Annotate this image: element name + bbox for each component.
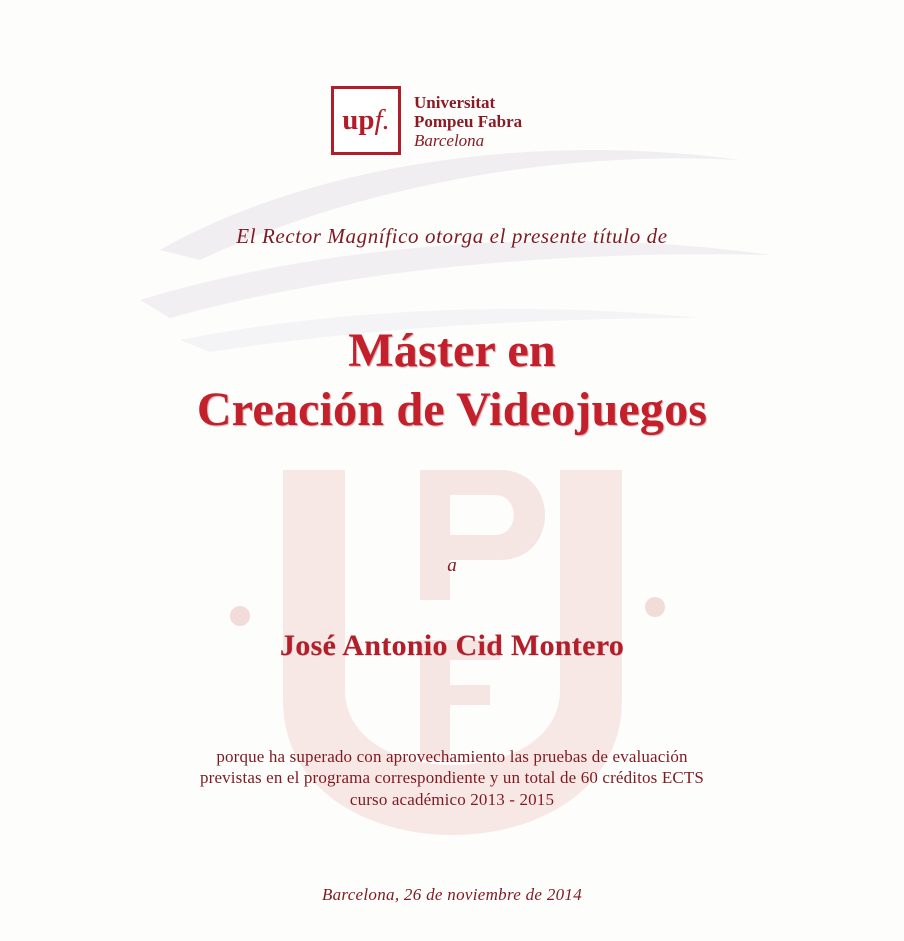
degree-title-line1: Máster en (348, 324, 556, 377)
university-logo (331, 86, 522, 155)
logo-mark-prefix: up (342, 104, 375, 136)
watermark-dot-right (645, 597, 665, 617)
issue-date: Barcelona, 26 de noviembre de 2014 (321, 885, 583, 904)
university-name (414, 93, 522, 150)
degree-title-line2: Creación de Videojuegos (196, 383, 708, 436)
logo-mark-suffix: f. (374, 104, 390, 136)
body-text-line1: porque ha superado con aprovechamiento las pruebas de evaluación (216, 747, 688, 766)
watermark-p-letter (420, 470, 545, 600)
body-text-line2: previstas en el programa correspondiente y un total de 60 créditos ECTS (200, 768, 704, 787)
watermark-arc-2 (140, 241, 770, 318)
university-name-line1: Universitat (414, 93, 496, 112)
body-text-line3: curso académico 2013 - 2015 (349, 790, 555, 809)
university-city: Barcelona (414, 131, 485, 150)
upf-logo-mark (331, 86, 401, 155)
to-word: a (447, 555, 457, 576)
recipient-name: José Antonio Cid Montero (279, 629, 625, 662)
university-name-line2: Pompeu Fabra (414, 112, 523, 131)
intro-text: El Rector Magnífico otorga el presente título de (236, 224, 668, 248)
watermark-dot-left (230, 606, 250, 626)
